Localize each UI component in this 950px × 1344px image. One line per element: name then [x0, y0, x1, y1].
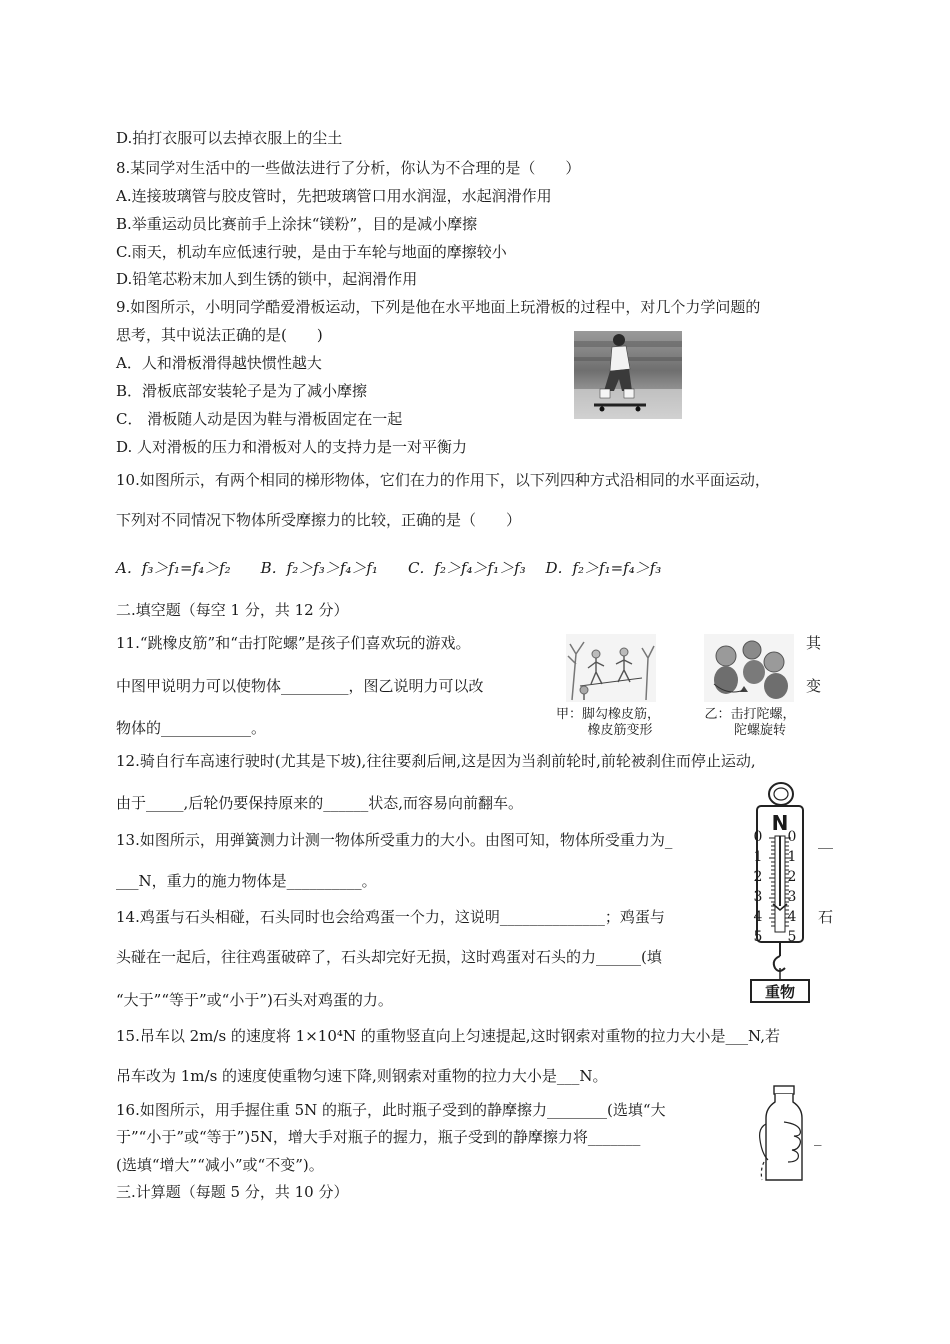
- caption-jia-line2: 橡皮筋变形: [587, 723, 653, 738]
- q9-option-b: B．滑板底部安装轮子是为了减小摩擦: [116, 382, 368, 400]
- scale-tick-label: 1: [787, 849, 797, 865]
- scale-tick-label: 0: [753, 829, 763, 845]
- q8-option-b: B.举重运动员比赛前手上涂抹“镁粉”，目的是减小摩擦: [116, 215, 478, 233]
- q8-option-a: A.连接玻璃管与胶皮管时，先把玻璃管口用水润湿，水起润滑作用: [116, 187, 552, 205]
- side-char-shi: 石: [818, 908, 834, 926]
- section-3-heading: 三.计算题（每题 5 分，共 10 分）: [116, 1183, 349, 1201]
- question-12-cont: 由于_____,后轮仍要保持原来的______状态,而容易向前翻车。: [116, 794, 524, 812]
- scale-tick-label: 2: [753, 869, 763, 885]
- rubber-band-figure: [566, 634, 656, 702]
- question-14-cont2: “大于”“等于”或“小于”)石头对鸡蛋的力。: [116, 991, 393, 1009]
- weight-label: 重物: [764, 983, 795, 1001]
- question-11-cont2: 物体的____________。: [116, 719, 267, 737]
- question-16: 16.如图所示，用手握住重 5N 的瓶子，此时瓶子受到的静摩擦力________(选填“大: [116, 1101, 666, 1119]
- question-10: 10.如图所示，有两个相同的梯形物体，它们在力的作用下，以下列四种方式沿相同的水平面运动，: [116, 471, 770, 489]
- side-underscore-13: __: [818, 831, 833, 849]
- scale-tick-label: 3: [753, 889, 763, 905]
- q10-options: A．f₃＞f₁=f₄＞f₂ B．f₂＞f₃＞f₄＞f₁ C．f₂＞f₄＞f₁＞f₃ D．f₂＞f₁=f₄＞f₃: [116, 559, 662, 577]
- scale-tick-label: 5: [787, 929, 797, 945]
- question-14: 14.鸡蛋与石头相碰，石头同时也会给鸡蛋一个力，这说明______________；鸡蛋与: [116, 908, 665, 926]
- question-14-cont: 头碰在一起后，往往鸡蛋破碎了，石头却完好无损，这时鸡蛋对石头的力______(填: [116, 948, 662, 966]
- section-2-heading: 二.填空题（每空 1 分，共 12 分）: [116, 601, 349, 619]
- scale-tick-label: 2: [787, 869, 797, 885]
- scale-tick-label: 1: [753, 849, 763, 865]
- scale-tick-label: 0: [787, 829, 797, 845]
- q8-option-c: C.雨天，机动车应低速行驶，是由于车轮与地面的摩擦较小: [116, 243, 507, 261]
- side-char-qi: 其: [806, 634, 822, 652]
- question-11: 11.“跳橡皮筋”和“击打陀螺”是孩子们喜欢玩的游戏。: [116, 634, 471, 652]
- question-13-cont: ___N，重力的施力物体是__________。: [116, 872, 377, 890]
- question-8: 8.某同学对生活中的一些做法进行了分析，你认为不合理的是（ ）: [116, 159, 581, 177]
- caption-yi-line1: 乙：击打陀螺，: [704, 707, 796, 722]
- q9-option-d: D. 人对滑板的压力和滑板对人的支持力是一对平衡力: [116, 438, 468, 456]
- spinning-top-figure: [704, 634, 794, 702]
- q8-option-d: D.铅笔芯粉末加人到生锈的锁中，起润滑作用: [116, 270, 418, 288]
- question-12: 12.骑自行车高速行驶时(尤其是下坡),往往要刹后闸,这是因为当刹前轮时,前轮被刹住而停止运动,: [116, 752, 756, 770]
- caption-yi-line2: 陀螺旋转: [733, 723, 786, 738]
- question-11-cont: 中图甲说明力可以使物体_________，图乙说明力可以改: [116, 677, 484, 695]
- question-10-cont: 下列对不同情况下物体所受摩擦力的比较，正确的是（ ）: [116, 511, 522, 529]
- question-15: 15.吊车以 2m/s 的速度将 1×10⁴N 的重物竖直向上匀速提起,这时钢索对重物的拉力大小是___N,若: [116, 1027, 780, 1045]
- caption-jia-line1: 甲：脚勾橡皮筋，: [555, 707, 660, 722]
- scale-tick-label: 5: [753, 929, 763, 945]
- option-d-q7: D.拍打衣服可以去掉衣服上的尘土: [116, 129, 343, 147]
- side-underscore-16: _: [814, 1128, 822, 1146]
- question-13: 13.如图所示，用弹簧测力计测一物体所受重力的大小。由图可知，物体所受重力为_: [116, 831, 673, 849]
- question-16-cont2: (选填“增大”“减小”或“不变”)。: [116, 1156, 324, 1174]
- question-16-cont: 于”“小于”或“等于”)5N，增大手对瓶子的握力，瓶子受到的静摩擦力将_______: [116, 1128, 641, 1146]
- question-9-cont: 思考，其中说法正确的是( ): [116, 326, 323, 344]
- skateboard-photo: [574, 331, 682, 419]
- bottle-hand-figure: [758, 1084, 810, 1184]
- side-char-bian: 变: [806, 677, 822, 695]
- scale-tick-label: 3: [787, 889, 797, 905]
- q9-option-a: A．人和滑板滑得越快惯性越大: [116, 354, 322, 372]
- scale-tick-label: 4: [753, 909, 763, 925]
- q9-option-c: C． 滑板随人动是因为鞋与滑板固定在一起: [116, 410, 403, 428]
- scale-tick-label: 4: [787, 909, 797, 925]
- scale-unit-label: N: [771, 811, 789, 835]
- question-9: 9.如图所示，小明同学酷爱滑板运动，下列是他在水平地面上玩滑板的过程中，对几个力学问题的: [116, 298, 761, 316]
- question-15-cont: 吊车改为 1m/s 的速度使重物匀速下降,则钢索对重物的拉力大小是___N。: [116, 1067, 608, 1085]
